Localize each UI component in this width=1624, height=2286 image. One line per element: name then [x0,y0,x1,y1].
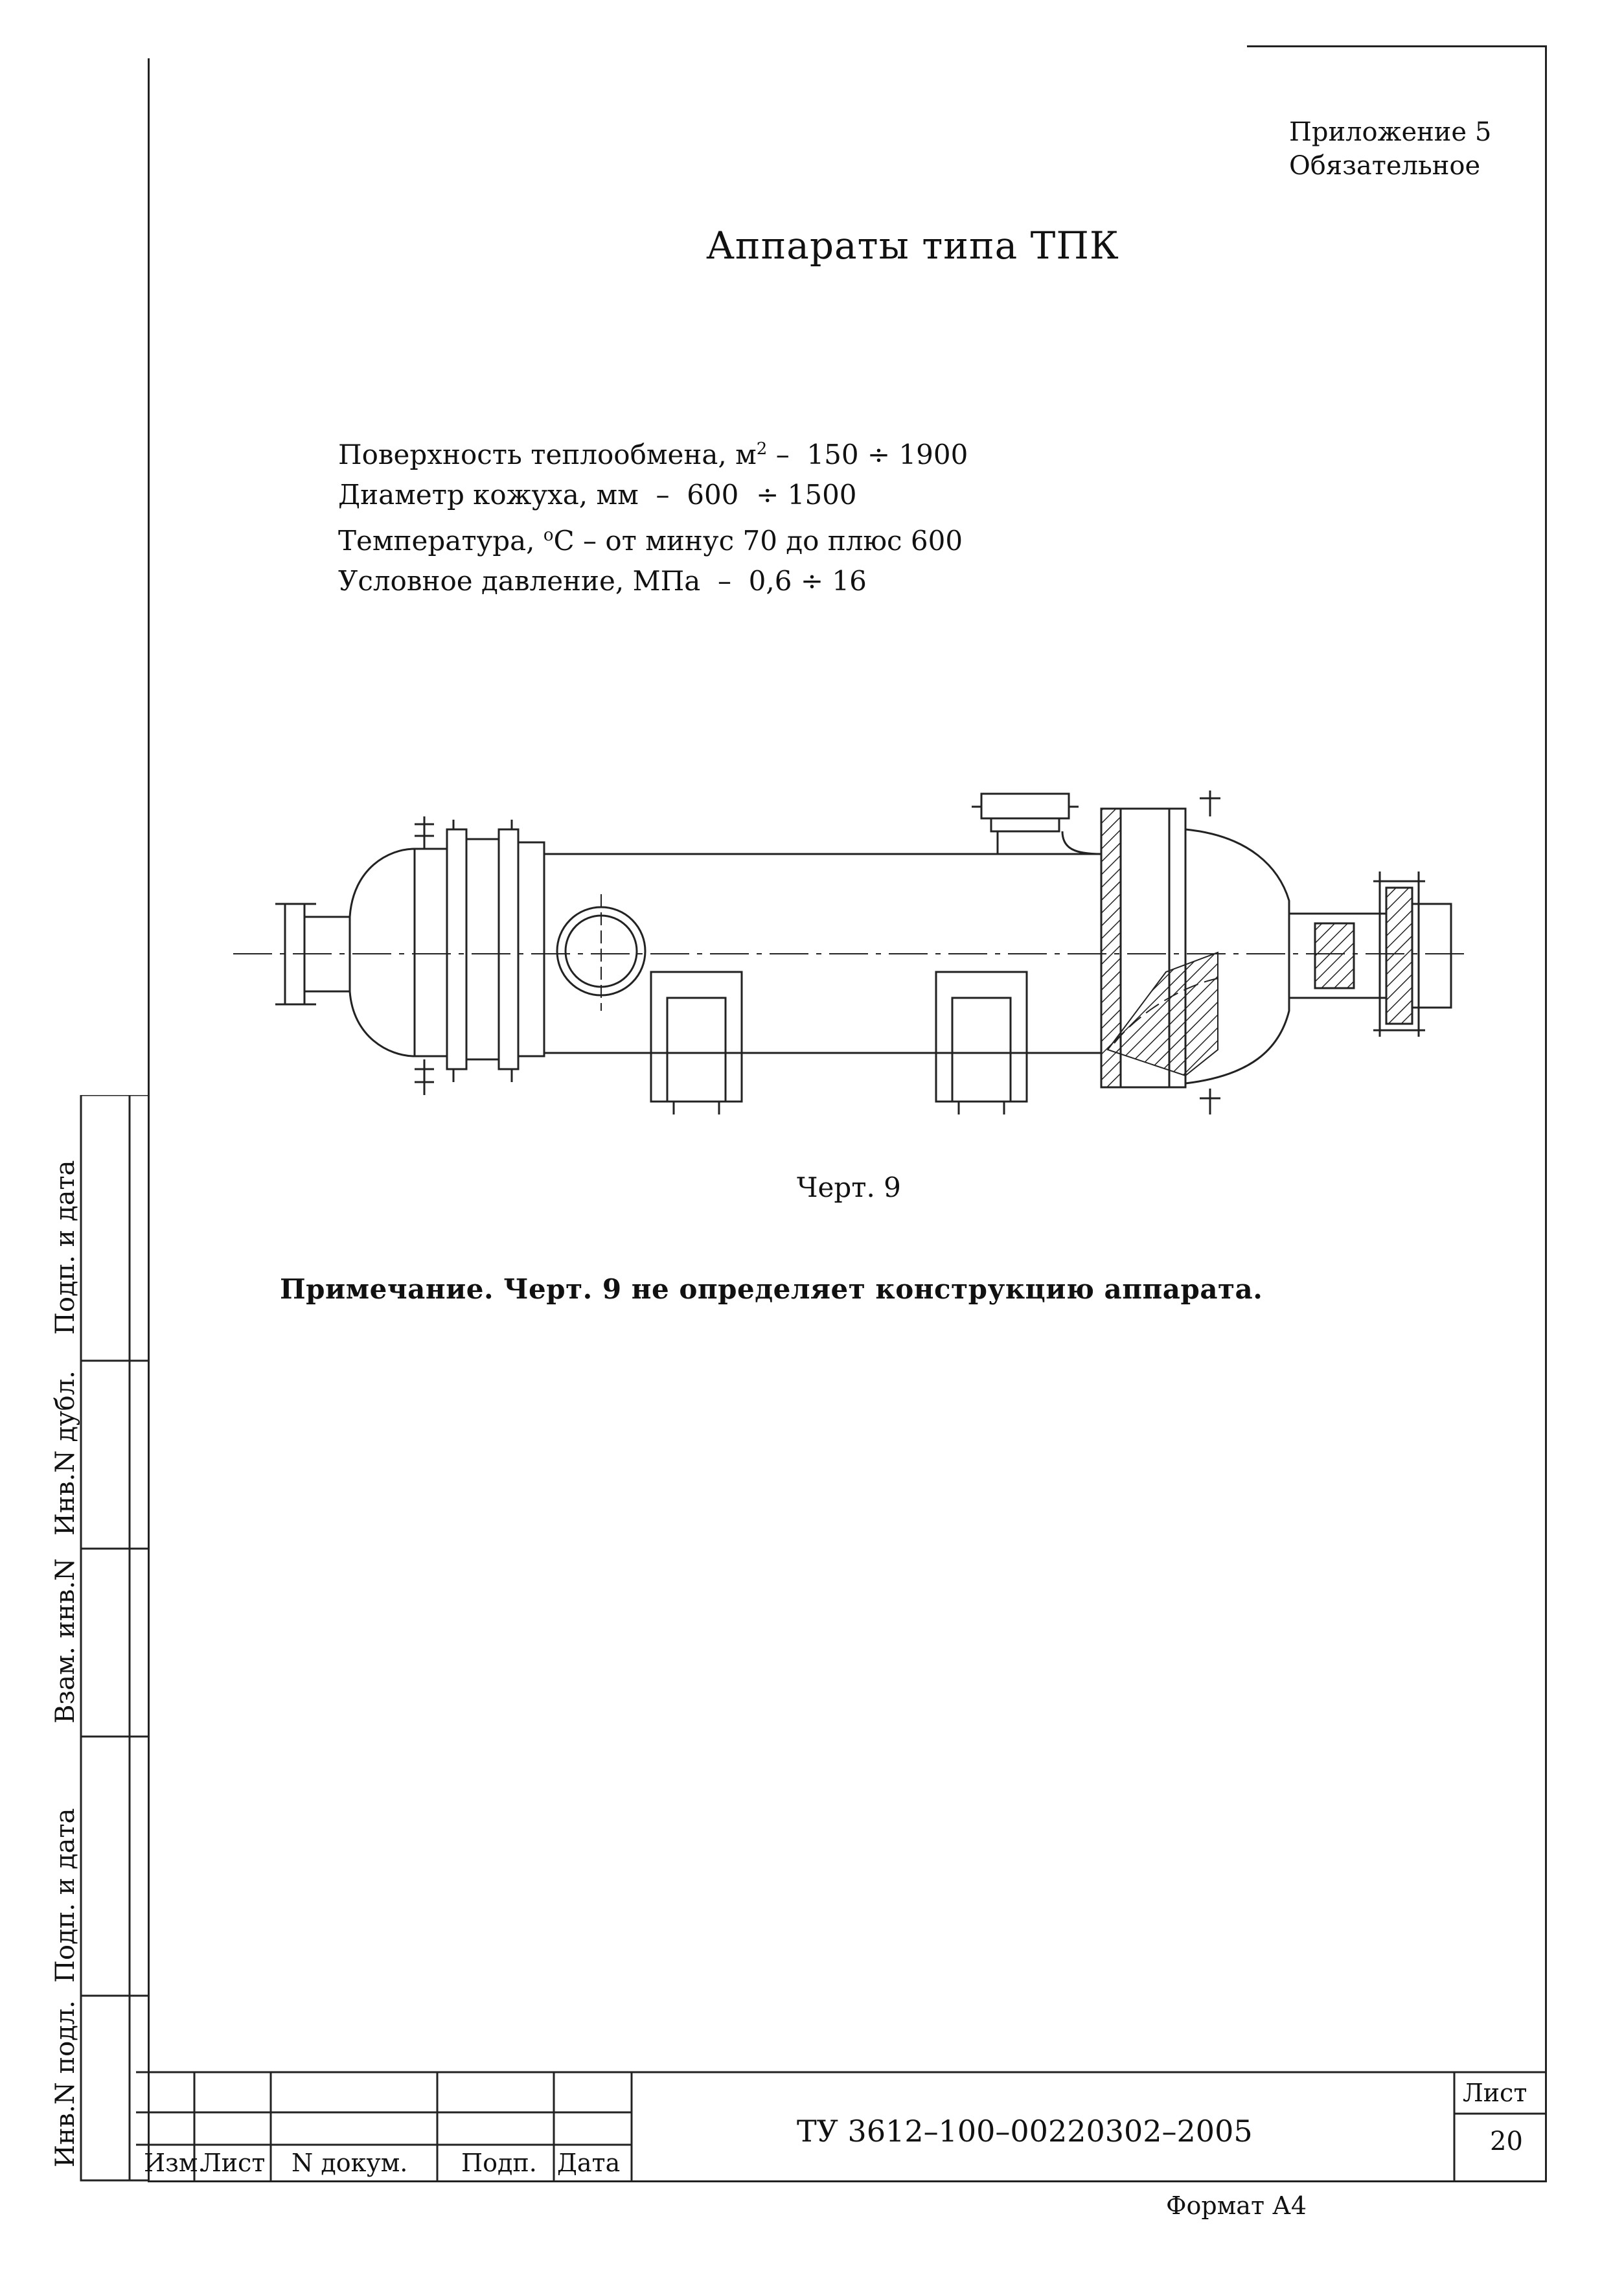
frame-top-border [1247,45,1545,47]
side-stamp-inv-podl: Инв.N подл. [51,2000,80,2167]
format-label: Формат А4 [1166,2191,1307,2220]
spec-diameter: Диаметр кожуха, мм – 600 ÷ 1500 [338,479,857,511]
annex-line-2: Обязательное [1289,151,1481,181]
heat-exchanger-drawing [220,771,1483,1134]
spec-temp-prefix: Температура, [338,525,543,557]
title-block-izm: Изм. [144,2149,206,2177]
page-title: Аппараты типа ТПК [706,224,1119,268]
specs-block [338,429,968,601]
spec-surface [338,429,968,475]
side-stamp-podp-data-2: Подп. и дата [51,1808,80,1983]
title-block-sheet-label: Лист [1463,2079,1527,2107]
side-stamp-inv-dubl: Инв.N дубл. [51,1370,80,1536]
side-stamp-vzam-inv: Взам. инв.N [51,1558,80,1724]
spec-temp-value: С – от минус 70 до плюс 600 [553,525,963,557]
spec-surface-value: – 150 ÷ 1900 [767,439,968,470]
drawing-note: Примечание. Черт. 9 не определяет конструкцию аппарата. [280,1273,1263,1305]
title-block-podp: Подп. [461,2149,537,2177]
title-block-n-dokum: N докум. [292,2149,408,2177]
title-block-data: Дата [557,2149,621,2177]
annex-label [1289,115,1491,183]
frame-right-border [1545,45,1547,2180]
spec-temp-sup: о [543,525,554,545]
title-block-doc-number: ТУ 3612–100–00220302–2005 [797,2114,1253,2149]
spec-surface-prefix: Поверхность теплообмена, м [338,439,757,470]
title-block-list: Лист [201,2149,266,2177]
annex-line-1: Приложение 5 [1289,117,1492,147]
spec-temperature [338,515,968,561]
side-stamp-podp-data-1: Подп. и дата [51,1160,80,1335]
spec-surface-sup: 2 [756,439,768,459]
title-block-sheet-number: 20 [1490,2127,1523,2156]
drawing-caption: Черт. 9 [797,1172,901,1203]
spec-pressure: Условное давление, МПа – 0,6 ÷ 16 [338,565,867,597]
